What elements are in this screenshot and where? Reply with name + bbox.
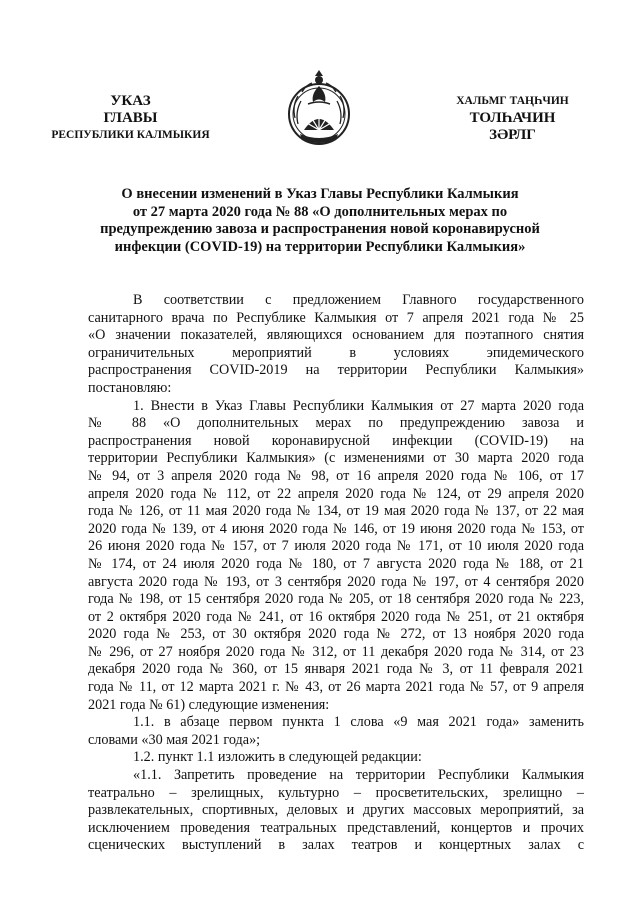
- body-line: 2021 года № 61) следующие изменения:: [88, 696, 330, 713]
- body-line: года № 11, от 12 марта 2021 г. № 43, от 26 марта 2021 года № 57, от 9 апреля: [88, 679, 584, 696]
- body-line: словами «30 мая 2021 года»;: [88, 731, 261, 748]
- body-line: № 296, от 27 ноября 2020 года № 312, от 11 декабря 2020 года № 314, от 23: [88, 643, 584, 660]
- body-line: исключением проведения театральных представлений, концертов и прочих: [88, 819, 584, 836]
- body-line: распространения новой коронавирусной инфекции (COVID-19) на: [88, 432, 584, 449]
- body-line: года № 126, от 11 мая 2020 года № 134, от 19 мая 2020 года № 137, от 22 мая: [88, 503, 584, 520]
- title-line: предупреждению завоза и распространения новой коронавирусной: [100, 221, 540, 237]
- body-line: № 94, от 3 апреля 2020 года № 98, от 16 апреля 2020 года № 106, от 17: [88, 467, 584, 484]
- body-line: 1.2. пункт 1.1 изложить в следующей редакции:: [133, 749, 422, 766]
- body-line: развлекательных, спортивных, деловых и других массовых мероприятий, за: [88, 802, 584, 819]
- header-right-line-2: ТОЛҺАЧИН: [469, 110, 556, 126]
- body-line: 2020 года № 253, от 30 октября 2020 года № 272, от 13 ноября 2020 года: [88, 626, 584, 643]
- document-body: [88, 292, 584, 855]
- title-line: О внесении изменений в Указ Главы Республики Калмыкия: [121, 186, 519, 202]
- header-left-line-3: РЕСПУБЛИКИ КАЛМЫКИЯ: [51, 129, 210, 141]
- kalmykia-emblem-icon: [282, 68, 356, 148]
- body-line: 2020 года № 139, от 4 июня 2020 года № 146, от 19 июня 2020 года № 153, от: [88, 520, 584, 537]
- body-line: 26 июня 2020 года № 157, от 7 июля 2020 года № 171, от 10 июля 2020 года: [88, 538, 584, 555]
- body-line: «1.1. Запретить проведение на территории Республики Калмыкия: [133, 767, 584, 784]
- body-line: театрально – зрелищных, культурно – просветительских, зрелищно –: [88, 784, 584, 801]
- body-line: августа 2020 года № 193, от 3 сентября 2020 года № 197, от 4 сентября 2020: [88, 573, 584, 590]
- body-line: 1.1. в абзаце первом пункта 1 слова «9 мая 2021 года» заменить: [133, 714, 584, 731]
- header-left: [28, 93, 233, 144]
- body-line: санитарного врача по Республике Калмыкия от 7 апреля 2021 года № 25: [88, 309, 584, 326]
- title-line: инфекции (COVID-19) на территории Республики Калмыкия»: [114, 238, 526, 255]
- body-line: распространения COVID-2019 на территории Республики Калмыкия»: [88, 362, 584, 379]
- body-line: № 88 «О дополнительных мерах по предупреждению завоза и: [88, 415, 584, 432]
- body-line: № 174, от 24 июля 2020 года № 180, от 7 августа 2020 года № 188, от 21: [88, 555, 584, 572]
- body-line: 1. Внести в Указ Главы Республики Калмыкия от 27 марта 2020 года: [133, 397, 584, 414]
- body-line: территории Республики Калмыкия» (с изменениями от 30 марта 2020 года: [88, 450, 584, 467]
- header-left-line-1: УКАЗ: [110, 93, 151, 109]
- header-right-line-3: ЗӘРЛГ: [489, 127, 536, 143]
- body-line: ограничительных мероприятий в условиях эпидемического: [88, 344, 584, 361]
- body-line: сценических выступлений в залах театров и концертных залах с: [88, 837, 584, 854]
- header-right-line-1: ХАЛЬМГ ТАҢҺЧИН: [456, 95, 569, 107]
- body-line: года № 198, от 15 сентября 2020 года № 205, от 18 сентября 2020 года № 223,: [88, 591, 584, 608]
- body-line: «О значении показателей, являющихся основанием для поэтапного снятия: [88, 327, 584, 344]
- document-title: [80, 186, 560, 256]
- body-line: постановляю:: [88, 379, 172, 396]
- title-line: от 27 марта 2020 года № 88 «О дополнительных мерах по: [132, 203, 508, 220]
- header-left-line-2: ГЛАВЫ: [103, 110, 158, 126]
- header-right: [410, 93, 615, 144]
- body-line: от 2 октября 2020 года № 241, от 16 октября 2020 года № 251, от 21 октября: [88, 608, 584, 625]
- body-line: В соответствии с предложением Главного государственного: [133, 292, 584, 308]
- body-line: декабря 2020 года № 360, от 15 января 2021 года № 3, от 11 февраля 2021: [88, 661, 584, 678]
- body-line: апреля 2020 года № 112, от 22 апреля 2020 года № 124, от 29 апреля 2020: [88, 485, 584, 502]
